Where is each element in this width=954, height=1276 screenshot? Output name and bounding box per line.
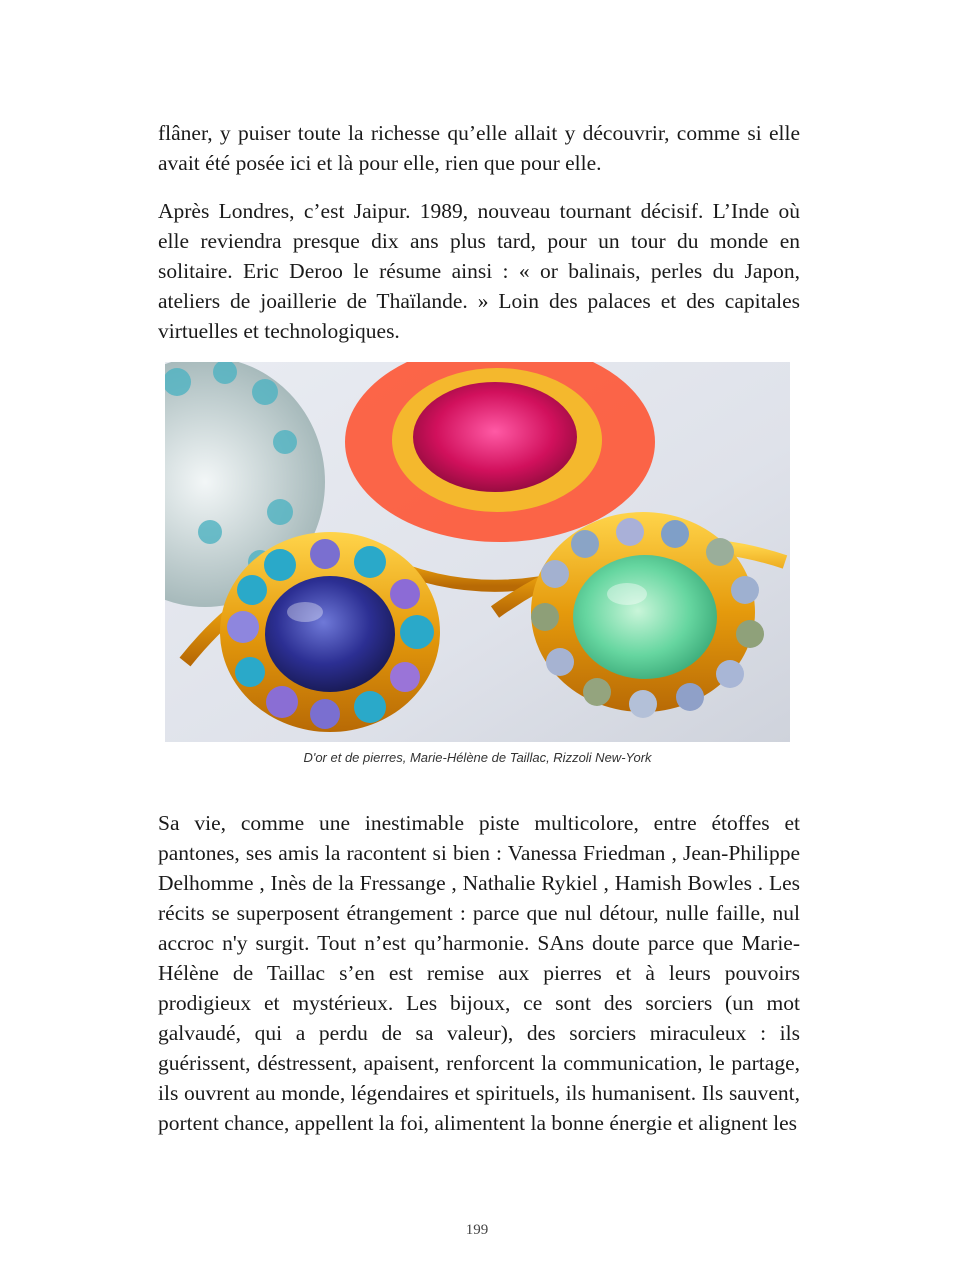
page-number: 199: [465, 1222, 489, 1238]
figure-caption: D'or et de pierres, Marie-Hélène de Taillac, Rizzoli New-York: [303, 750, 652, 765]
paragraph-3: Sa vie, comme une inestimable piste multicolore, entre étoffes et pantones, ses amis la racontent si bien : Vanessa Friedman , Jean-Philippe Delhomme , Inès de la Fressange , Nathalie Rykiel , Hamish Bowles . Les récits se superposent étrangement : parce que nul détour, nulle faille, nul accroc n'y surgit. Tout n’est qu’harmonie. SAns doute parce que Marie-Hélène de Taillac s’en est remise aux pierres et à leurs pouvoirs prodigieux et mystérieux. Les bijoux, ce sont des sorciers (un mot galvaudé, qui a perdu de sa valeur), des sorciers miraculeux : ils guérissent, déstressent, apaisent, renforcent la communication, le partage, ils ouvrent au monde, légendaires et spirituels, ils humanisent. Ils sauvent, portent chance, appellent la foi, alimentent la bonne énergie et alignent les: [158, 811, 800, 1135]
paragraph-1: flâner, y puiser toute la richesse qu’elle allait y découvrir, comme si elle avait été posée ici et là pour elle, rien que pour elle.: [158, 121, 800, 175]
rings-photo: [165, 362, 790, 742]
paragraph-2: Après Londres, c’est Jaipur. 1989, nouveau tournant décisif. L’Inde où elle reviendra presque dix ans plus tard, pour un tour du monde en solitaire. Eric Deroo le résume ainsi : « or balinais, perles du Japon, ateliers de joaillerie de Thaïlande. » Loin des palaces et des capitales virtuelles et technologiques.: [158, 199, 800, 343]
